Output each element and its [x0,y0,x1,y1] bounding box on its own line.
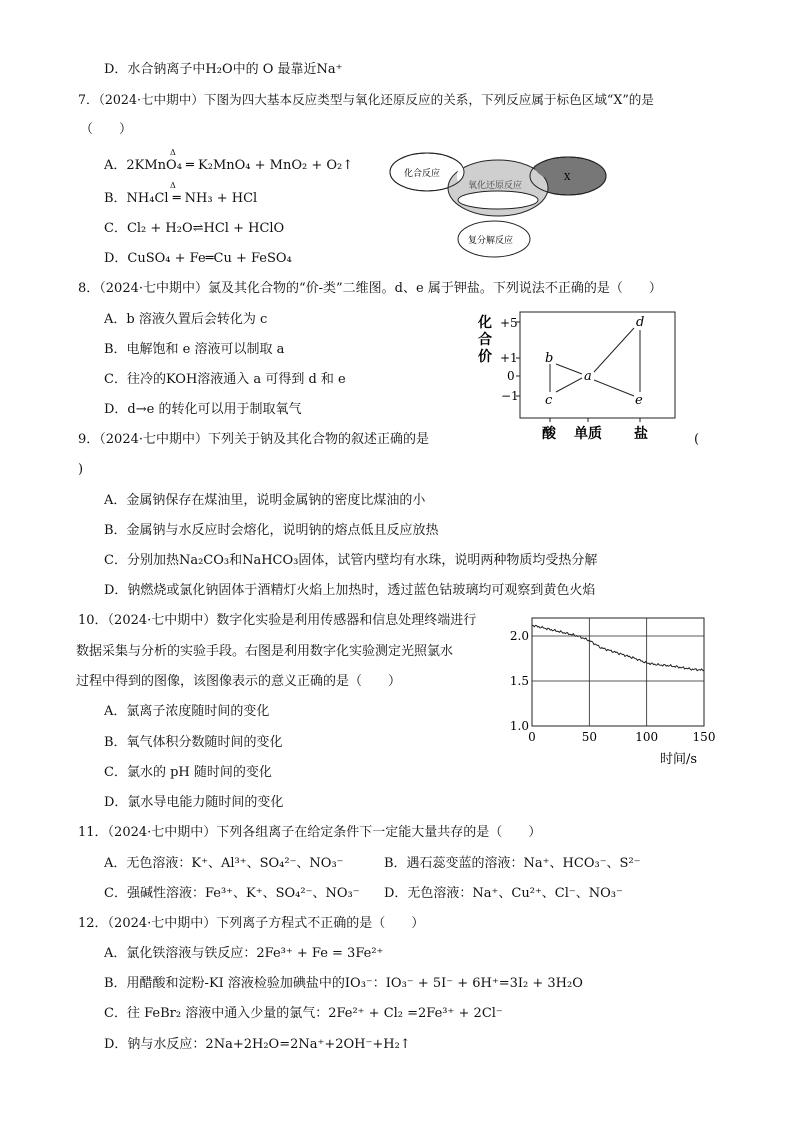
q7-heat-sign-b: Δ [170,181,176,190]
q7-option-b: B．NH₄Cl ═ NH₃ + HCl [104,191,258,206]
q9-paren-close: ) [78,462,84,477]
q10-option-c: C．氯水的 pH 随时间的变化 [104,765,272,780]
q9-option-a: A．金属钠保存在煤油里，说明金属钠的密度比煤油的小 [104,493,426,508]
y-tick-label: 1.5 [509,674,529,688]
q9-option-d: D．钠燃烧或氯化钠固体于酒精灯火焰上加热时，透过蓝色钴玻璃均可观察到黄色火焰 [104,583,596,598]
q8-option-c: C．往冷的KOH溶液通入 a 可得到 d 和 e [104,372,346,387]
q7-stem-paren: （ ） [80,122,133,137]
y-tick-p5: +5 [500,316,518,330]
point-c: c [545,393,553,408]
x-tick-salt: 盐 [634,426,648,440]
y-tick-0: 0 [507,369,515,383]
a-d-line [594,328,634,372]
q10-option-b: B．氧气体积分数随时间的变化 [104,735,283,750]
q8-option-b: B．电解饱和 e 溶液可以制取 a [104,342,285,357]
q10-option-a: A．氯离子浓度随时间的变化 [104,704,270,719]
y-tick-label: 2.0 [509,629,529,643]
q8-option-a: A．b 溶液久置后会转化为 c [104,312,268,327]
q7-heat-sign-a: Δ [170,148,176,157]
double-decomposition-label: 复分解反应 [468,236,514,246]
reaction-type-diagram [388,150,610,260]
q9-paren-open: ( [694,432,700,447]
q9-option-c: C．分别加热Na₂CO₃和NaHCO₃固体，试管内壁均有水珠，说明两种物质均受热分解 [104,553,598,568]
q12-option-a: A．氯化铁溶液与铁反应：2Fe³⁺ + Fe = 3Fe²⁺ [104,946,384,961]
y-tick-m1: −1 [501,389,519,403]
q7-option-c: C．Cl₂ + H₂O⇌HCl + HClO [104,221,285,236]
valence-class-chart [470,308,680,440]
q12-stem: 12．（2024·七中期中）下列离子方程式不正确的是（ ） [78,916,425,931]
y-title-char-2: 合 [478,332,492,348]
q10-stem-1: 10．（2024·七中期中）数字化实验是利用传感器和信息处理终端进行 [78,613,477,628]
q9-stem: 9．（2024·七中期中）下列关于钠及其化合物的叙述正确的是 [78,432,429,447]
point-d: d [636,315,645,330]
x-tick-acid: 酸 [542,426,556,440]
q8-option-d: D．d→e 的转化可以用于制取氧气 [104,402,302,417]
plot-frame [532,618,704,726]
y-title-char-3: 价 [478,349,492,365]
q10-stem-2: 数据采集与分析的实验手段。右图是利用数字化实验测定光照氯水 [76,644,454,659]
b-a-line [556,364,582,374]
y-title-char-1: 化 [478,315,492,331]
q7-option-d: D．CuSO₄ + Fe═Cu + FeSO₄ [104,251,292,266]
q7-option-a: A．2KMnO₄ ═ K₂MnO₄ + MnO₂ + O₂↑ [104,158,354,173]
q6-option-d: D．水合钠离子中H₂O中的 O 最靠近Na⁺ [104,62,343,77]
q11-option-b: B．遇石蕊变蓝的溶液：Na⁺、HCO₃⁻、S²⁻ [384,856,641,871]
q12-option-b: B．用醋酸和淀粉-KI 溶液检验加碘盐中的IO₃⁻：IO₃⁻ + 5I⁻ + 6H⁺=3I₂ + 3H₂O [104,976,583,991]
chart-frame [520,312,675,418]
x-tick-label: 100 [635,730,659,744]
x-axis-label: 时间/s [660,752,698,767]
x-tick-label: 150 [692,730,716,744]
redox-label: 氧化还原反应 [468,181,523,191]
q11-option-a: A．无色溶液：K⁺、Al³⁺、SO₄²⁻、NO₃⁻ [104,856,344,871]
c-a-line [556,378,582,392]
q12-option-d: D．钠与水反应：2Na+2H₂O=2Na⁺+2OH⁻+H₂↑ [104,1037,411,1052]
q8-stem: 8．（2024·七中期中）氯及其化合物的“价-类”二维图。d、e 属于钾盐。下列说法不正确的是（ ） [78,281,662,296]
point-b: b [545,351,554,366]
y-tick-p1: +1 [500,351,518,365]
point-e: e [635,393,643,408]
a-e-line [594,380,634,396]
data-series-line [532,625,704,671]
q7-stem: 7．（2024·七中期中）下图为四大基本反应类型与氧化还原反应的关系，下列反应属于标色区域“X”的是 [78,92,654,107]
q10-stem-3: 过程中得到的图像，该图像表示的意义正确的是（ ） [76,674,402,689]
x-tick-label: 0 [528,730,536,744]
combination-label: 化合反应 [404,169,441,179]
q10-option-d: D．氯水导电能力随时间的变化 [104,795,284,810]
chloride-water-line-chart [500,610,722,770]
x-label: X [564,173,571,183]
q12-option-c: C．往 FeBr₂ 溶液中通入少量的氯气：2Fe²⁺ + Cl₂ =2Fe³⁺ + 2Cl⁻ [104,1006,503,1021]
q11-option-d: D．无色溶液：Na⁺、Cu²⁺、Cl⁻、NO₃⁻ [384,886,623,901]
q11-option-c: C．强碱性溶液：Fe³⁺、K⁺、SO₄²⁻、NO₃⁻ [104,886,360,901]
x-tick-label: 50 [581,730,597,744]
point-a: a [584,369,592,384]
y-tick-label: 1.0 [509,719,529,733]
decomposition-ellipse [458,191,538,209]
q11-stem: 11．（2024·七中期中）下列各组离子在给定条件下一定能大量共存的是（ ） [78,825,542,840]
x-tick-element: 单质 [574,426,602,440]
q9-option-b: B．金属钠与水反应时会熔化，说明钠的熔点低且反应放热 [104,523,439,538]
